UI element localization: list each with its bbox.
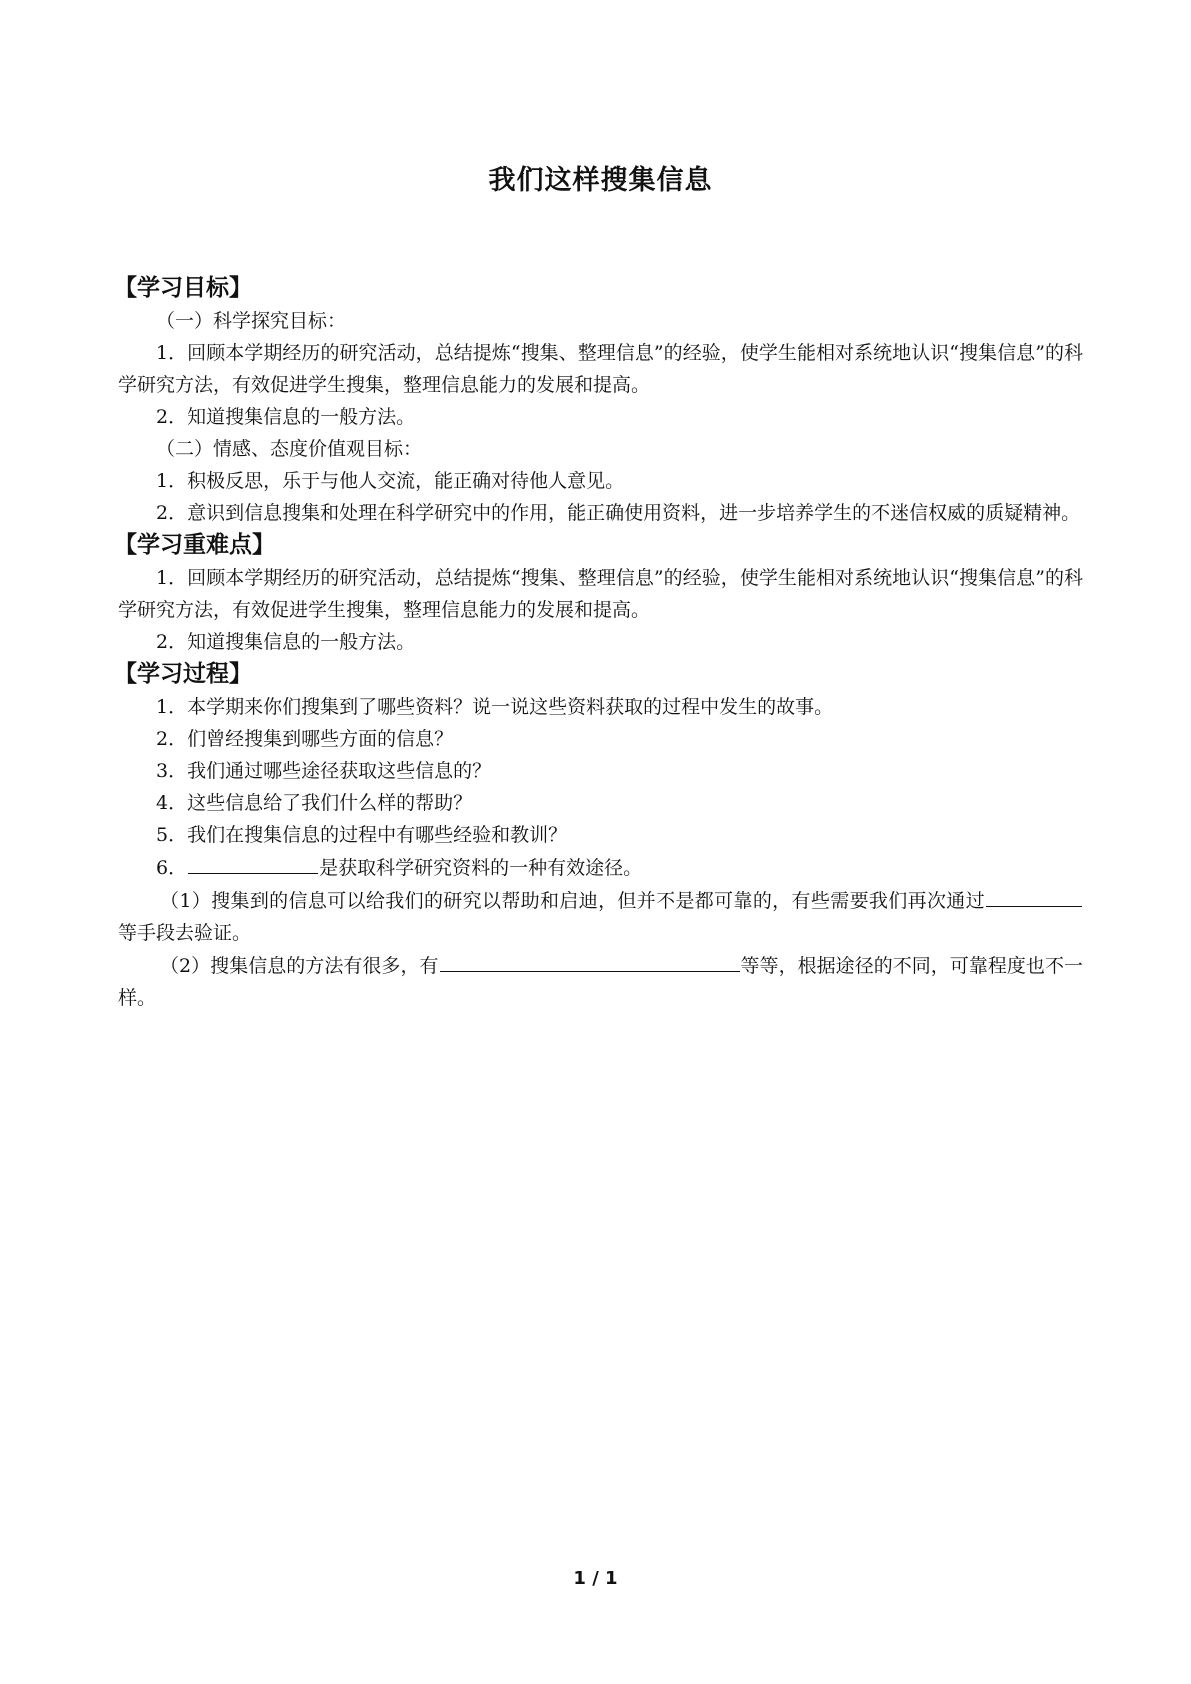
fill-blank-3[interactable]	[440, 949, 740, 972]
goals-subheading-1: （一）科学探究目标：	[156, 310, 347, 332]
process-item-6	[118, 851, 1083, 884]
process-item-3: 3．我们通过哪些途径获取这些信息的？	[156, 760, 492, 782]
process-item-1: 1．本学期来你们搜集到了哪些资料？说一说这些资料获取的过程中发生的故事。	[156, 696, 834, 718]
process-item-5: 5．我们在搜集信息的过程中有哪些经验和教训？	[156, 824, 568, 846]
keypoint-item-2: 2．知道搜集信息的一般方法。	[156, 631, 416, 653]
keypoint-item-1: 1．回顾本学期经历的研究活动，总结提炼“搜集、整理信息”的经验，使学生能相对系统地认识“搜集信息”的科学研究方法，有效促进学生搜集，整理信息能力的发展和提高。	[118, 567, 1083, 621]
fill-blank-1[interactable]	[188, 851, 318, 874]
page-number: 1 / 1	[573, 1568, 618, 1589]
process-item-6-suffix: 是获取科学研究资料的一种有效途径。	[319, 857, 643, 879]
process-subitem-2	[118, 949, 1083, 1014]
fill-blank-2[interactable]	[986, 884, 1082, 907]
goal-item-3: 1．积极反思，乐于与他人交流，能正确对待他人意见。	[156, 470, 625, 492]
goal-item-4: 2．意识到信息搜集和处理在科学研究中的作用，能正确使用资料，进一步培养学生的不迷信权威的质疑精神。	[156, 502, 1081, 524]
process-subitem-2-prefix: （2）搜集信息的方法有很多，有	[160, 955, 439, 977]
process-item-4: 4．这些信息给了我们什么样的帮助？	[156, 792, 473, 814]
process-subitem-2-suffix: 等等，根据途径的不同，可靠程度也不一样。	[118, 955, 1083, 1009]
process-item-2: 2．们曾经搜集到哪些方面的信息？	[156, 728, 454, 750]
goals-subheading-2: （二）情感、态度价值观目标：	[156, 438, 423, 460]
process-item-6-prefix: 6．	[156, 857, 188, 879]
section-heading-goals: 【学习目标】	[114, 275, 252, 301]
section-heading-process: 【学习过程】	[114, 661, 252, 687]
document-page	[114, 0, 1083, 1684]
document-body	[114, 272, 1083, 1014]
goal-item-1: 1．回顾本学期经历的研究活动，总结提炼“搜集、整理信息”的经验，使学生能相对系统地认识“搜集信息”的科学研究方法，有效促进学生搜集，整理信息能力的发展和提高。	[118, 342, 1083, 396]
goal-item-2: 2．知道搜集信息的一般方法。	[156, 406, 416, 428]
section-heading-keypoints: 【学习重难点】	[114, 532, 275, 558]
process-subitem-1-prefix: （1）搜集到的信息可以给我们的研究以帮助和启迪，但并不是都可靠的，有些需要我们再次通过	[160, 890, 985, 912]
process-subitem-1	[118, 884, 1083, 949]
process-subitem-1-suffix: 等手段去验证。	[118, 922, 252, 944]
page-title: 我们这样搜集信息	[488, 165, 713, 196]
